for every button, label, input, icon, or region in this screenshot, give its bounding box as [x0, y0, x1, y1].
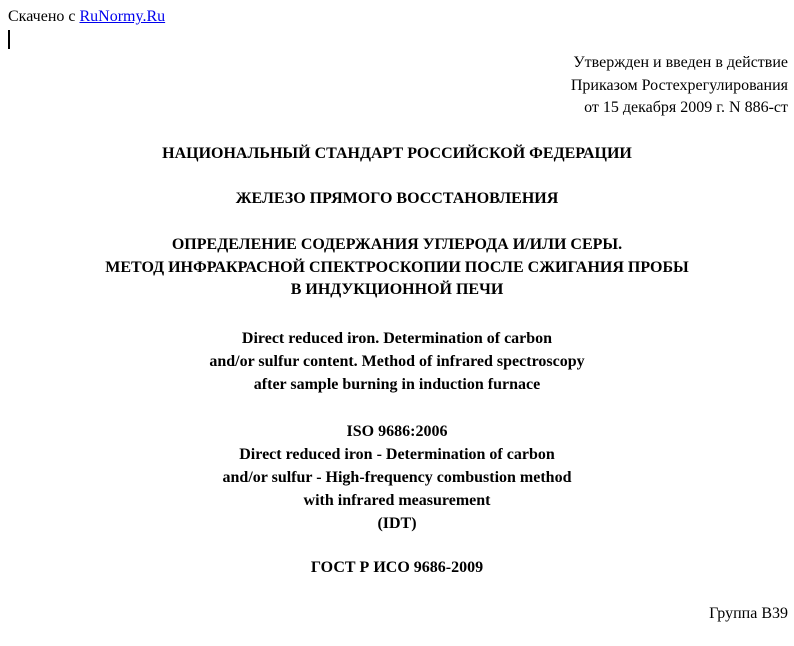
english-title-line: and/or sulfur content. Method of infrared spectroscopy — [209, 353, 585, 370]
national-standard-title-text: НАЦИОНАЛЬНЫЙ СТАНДАРТ РОССИЙСКОЙ ФЕДЕРАЦИИ — [162, 145, 632, 162]
iso-number: ISO 9686:2006 — [346, 423, 448, 440]
approval-line: Утвержден и введен в действие — [573, 54, 788, 71]
approval-block — [571, 52, 788, 120]
subject-title-text: ЖЕЛЕЗО ПРЯМОГО ВОССТАНОВЛЕНИЯ — [235, 190, 559, 207]
download-prefix-text: Скачено с — [8, 8, 80, 25]
approval-line: от 15 декабря 2009 г. N 886-ст — [584, 99, 788, 116]
method-title-line: В ИНДУКЦИОННОЙ ПЕЧИ — [290, 281, 504, 298]
iso-title-line: Direct reduced iron - Determination of carbon — [239, 446, 555, 463]
method-title-line: МЕТОД ИНФРАКРАСНОЙ СПЕКТРОСКОПИИ ПОСЛЕ СЖИГАНИЯ ПРОБЫ — [105, 258, 689, 276]
text-cursor — [8, 30, 10, 49]
method-title — [0, 234, 794, 302]
english-title — [0, 327, 794, 396]
download-source-line — [8, 7, 165, 27]
subject-title — [0, 188, 794, 210]
approval-line: Приказом Ростехрегулирования — [570, 76, 788, 94]
iso-equivalence: (IDT) — [377, 515, 417, 532]
english-title-line: after sample burning in induction furnace — [253, 376, 541, 393]
iso-reference — [0, 420, 794, 535]
group-code: Группа В39 — [709, 605, 788, 622]
national-standard-title — [0, 143, 794, 165]
gost-number — [0, 557, 794, 579]
iso-title-line: with infrared measurement — [303, 492, 491, 509]
gost-number-text: ГОСТ Р ИСО 9686-2009 — [310, 559, 484, 576]
iso-title-line: and/or sulfur - High-frequency combustion method — [222, 469, 572, 486]
english-title-line: Direct reduced iron. Determination of carbon — [241, 330, 553, 347]
runormy-link[interactable]: RuNormy.Ru — [79, 8, 166, 25]
method-title-line: ОПРЕДЕЛЕНИЕ СОДЕРЖАНИЯ УГЛЕРОДА И/ИЛИ СЕРЫ. — [171, 236, 623, 253]
